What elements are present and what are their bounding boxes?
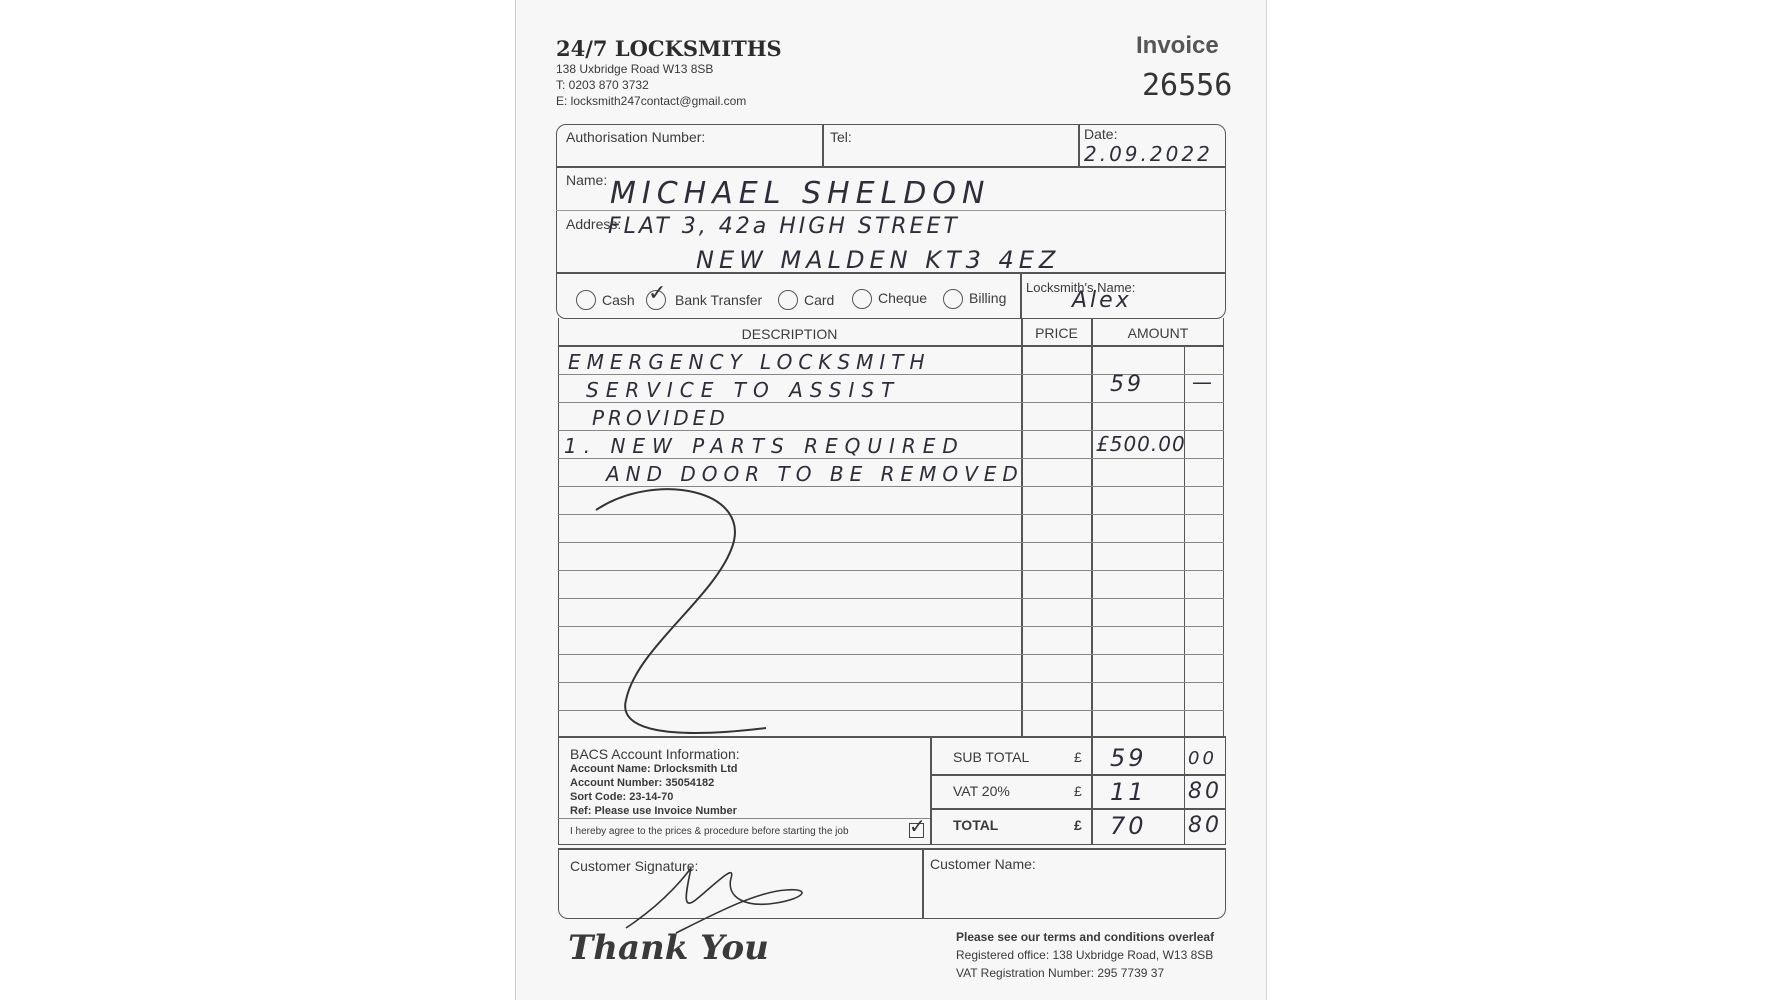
address-label: Address: (566, 216, 622, 232)
bacs-ref: Ref: Please use Invoice Number (570, 805, 737, 817)
invoice-paper (515, 0, 1267, 1000)
thank-you-text: Thank You (568, 928, 769, 968)
subtotal-pence: 00 (1188, 748, 1217, 769)
locksmith-label: Locksmith's Name: (1026, 280, 1136, 295)
total-pounds: 70 (1110, 812, 1147, 840)
subtotal-currency: £ (1074, 749, 1082, 765)
payment-option-bank-transfer: Bank Transfer (675, 292, 763, 308)
invoice-number: 26556 (1142, 68, 1233, 103)
customer-signature (616, 858, 846, 938)
name-value: MICHAEL SHELDON (610, 176, 991, 211)
radio-cheque[interactable] (852, 289, 872, 309)
tel-label: Tel: (830, 129, 852, 145)
vat-pence: 80 (1188, 779, 1222, 804)
company-name: 24/7 LOCKSMITHS (556, 36, 782, 61)
radio-card[interactable] (778, 290, 798, 310)
amount-1-pounds: 59 (1110, 372, 1144, 397)
radio-billing[interactable] (943, 289, 963, 309)
bacs-sort-code: Sort Code: 23-14-70 (570, 791, 674, 803)
vat-registration: VAT Registration Number: 295 7739 37 (956, 966, 1165, 980)
strike-through-mark (576, 480, 776, 740)
total-label: TOTAL (953, 817, 999, 833)
company-address: 138 Uxbridge Road W13 8SB (556, 62, 714, 76)
radio-cash[interactable] (576, 290, 596, 310)
item-line-5: AND DOOR TO BE REMOVED (606, 462, 1024, 486)
item-line-3: PROVIDED (592, 406, 729, 430)
payment-option-cash: Cash (602, 292, 635, 308)
terms-note: Please see our terms and conditions overleaf (956, 930, 1215, 944)
company-email: E: locksmith247contact@gmail.com (556, 94, 747, 108)
authorisation-label: Authorisation Number: (566, 129, 706, 145)
item-line-4: 1. NEW PARTS REQUIRED (564, 434, 965, 458)
vat-label: VAT 20% (953, 783, 1010, 799)
item-line-2: SERVICE TO ASSIST (586, 378, 901, 402)
customer-name-label: Customer Name: (930, 856, 1036, 872)
invoice-title: Invoice (1136, 32, 1219, 59)
payment-option-cheque: Cheque (878, 290, 928, 306)
amount-header: AMOUNT (1127, 325, 1189, 341)
agree-text: I hereby agree to the prices & procedure before starting the job (570, 826, 849, 837)
item-line-1: EMERGENCY LOCKSMITH (568, 350, 931, 374)
agree-check-icon: ✓ (909, 816, 926, 838)
company-phone: T: 0203 870 3732 (556, 78, 649, 92)
total-pence: 80 (1188, 813, 1222, 838)
amount-2: £500.00 (1096, 432, 1186, 456)
subtotal-label: SUB TOTAL (953, 749, 1030, 765)
payment-option-billing: Billing (969, 290, 1007, 306)
amount-1-pence: — (1192, 370, 1215, 394)
bacs-account-name: Account Name: Drlocksmith Ltd (570, 763, 738, 775)
registered-office: Registered office: 138 Uxbridge Road, W13 8SB (956, 948, 1214, 962)
address-line1: FLAT 3, 42a HIGH STREET (608, 214, 960, 239)
description-header: DESCRIPTION (741, 326, 838, 342)
bacs-account-number: Account Number: 35054182 (570, 777, 715, 789)
customer-signature-label: Customer Signature: (570, 858, 699, 874)
vat-currency: £ (1074, 783, 1082, 799)
price-header: PRICE (1035, 325, 1078, 341)
vat-pounds: 11 (1110, 778, 1147, 806)
date-label: Date: (1084, 126, 1118, 142)
subtotal-pounds: 59 (1110, 744, 1147, 772)
name-label: Name: (566, 172, 608, 188)
payment-option-card: Card (804, 292, 835, 308)
address-line2: NEW MALDEN KT3 4EZ (696, 246, 1061, 274)
locksmith-value: Alex (1072, 288, 1132, 313)
date-value: 2.09.2022 (1084, 142, 1213, 166)
bacs-title: BACS Account Information: (570, 746, 740, 762)
total-currency: £ (1074, 817, 1082, 833)
check-mark-icon: ✓ (648, 280, 667, 305)
